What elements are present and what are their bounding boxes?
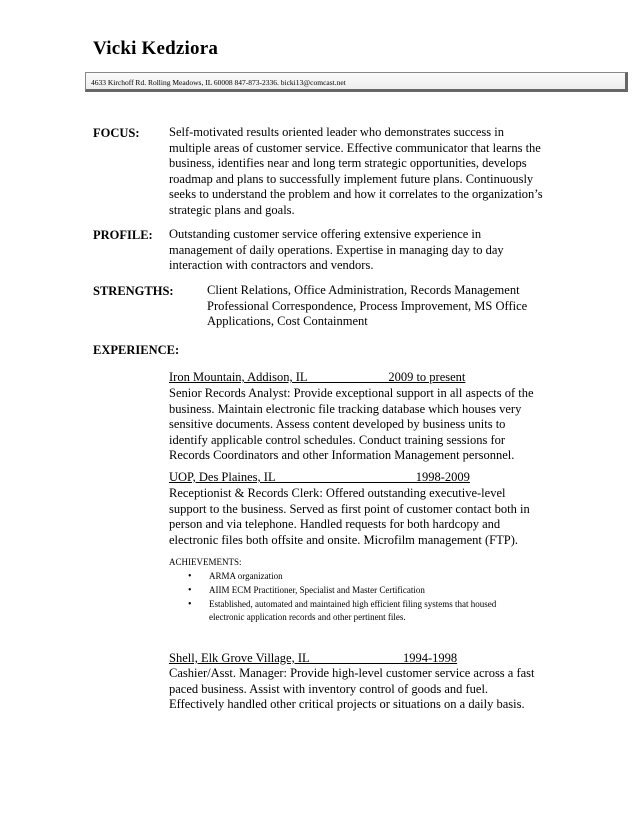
achievement-text: AIIM ECM Practitioner, Specialist and Master Certification: [209, 585, 425, 595]
job-line: Effectively handled other critical projects or situations on a daily basis.: [169, 697, 525, 711]
strengths-line: Applications, Cost Containment: [207, 314, 368, 328]
job-line: Records Coordinators and other Information Management personnel.: [169, 448, 515, 462]
resume-name: Vicki Kedziora: [93, 38, 219, 59]
achievements-title: ACHIEVEMENTS:: [169, 557, 242, 567]
job-line: sensitive documents. Assess content developed by business units to: [169, 417, 506, 431]
focus-line: business, identifies near and long term strategic opportunities, develops: [169, 156, 527, 170]
profile-text: [169, 227, 504, 274]
job-line: electronic files both offsite and onsite. Microfilm management (FTP).: [169, 532, 518, 547]
focus-line: Self-motivated results oriented leader who demonstrates success in: [169, 125, 504, 139]
job-line: Senior Records Analyst: Provide exceptional support in all aspects of the: [169, 386, 534, 400]
focus-label: FOCUS:: [93, 126, 140, 140]
focus-line: multiple areas of customer service. Effective communicator that learns the: [169, 140, 541, 155]
job-heading: Shell, Elk Grove Village, IL 1994-1998: [169, 651, 458, 665]
focus-text: [169, 125, 543, 218]
job-line: person and via telephone. Handled requests for both hardcopy and: [169, 517, 501, 531]
job-line: identify applicable control schedules. Conduct training sessions for: [169, 432, 506, 447]
strengths-line: Professional Correspondence, Process Improvement, MS Office: [207, 298, 528, 313]
focus-line: roadmap and plans to successfully implement future plans. Continuously: [169, 171, 534, 186]
strengths-label: STRENGTHS:: [93, 284, 174, 298]
job-description: [169, 486, 530, 548]
contact-bar: [85, 72, 628, 92]
profile-label: PROFILE:: [93, 228, 153, 242]
bullet-icon: •: [188, 571, 192, 582]
job-line: Cashier/Asst. Manager: Provide high-level customer service across a fast: [169, 666, 535, 680]
achievement-text: ARMA organization: [209, 571, 283, 581]
job-line: paced business. Assist with inventory control of goods and fuel.: [169, 681, 489, 696]
profile-line: management of daily operations. Expertise in managing day to day: [169, 242, 504, 257]
bullet-icon: •: [188, 599, 192, 610]
experience-label: EXPERIENCE:: [93, 343, 180, 357]
job-heading: Iron Mountain, Addison, IL 2009 to present: [169, 370, 466, 384]
job-line: Receptionist & Records Clerk: Offered outstanding executive-level: [169, 486, 506, 500]
achievement-text: electronic application records and other pertinent files.: [209, 612, 406, 622]
bullet-icon: •: [188, 585, 192, 596]
job-description: [169, 666, 535, 713]
profile-line: Outstanding customer service offering extensive experience in: [169, 227, 482, 241]
achievement-text: Established, automated and maintained high efficient filing systems that housed: [209, 599, 497, 609]
job-line: business. Maintain electronic file tracking database which houses very: [169, 401, 522, 416]
job-line: support to the business. Served as first point of customer contact both in: [169, 501, 530, 516]
profile-line: interaction with contractors and vendors.: [169, 258, 374, 272]
contact-info: 4633 Kirchoff Rd. Rolling Meadows, IL 60008 847-873-2336. bicki13@comcast.net: [91, 78, 346, 87]
job-heading: UOP, Des Plaines, IL 1998-2009: [169, 470, 470, 484]
job-description: [169, 386, 534, 464]
focus-line: seeks to understand the problem and how it correlates to the organization’s: [169, 187, 543, 201]
strengths-line: Client Relations, Office Administration, Records Management: [207, 283, 520, 297]
focus-line: strategic plans and goals.: [169, 202, 295, 217]
strengths-text: [207, 283, 527, 330]
